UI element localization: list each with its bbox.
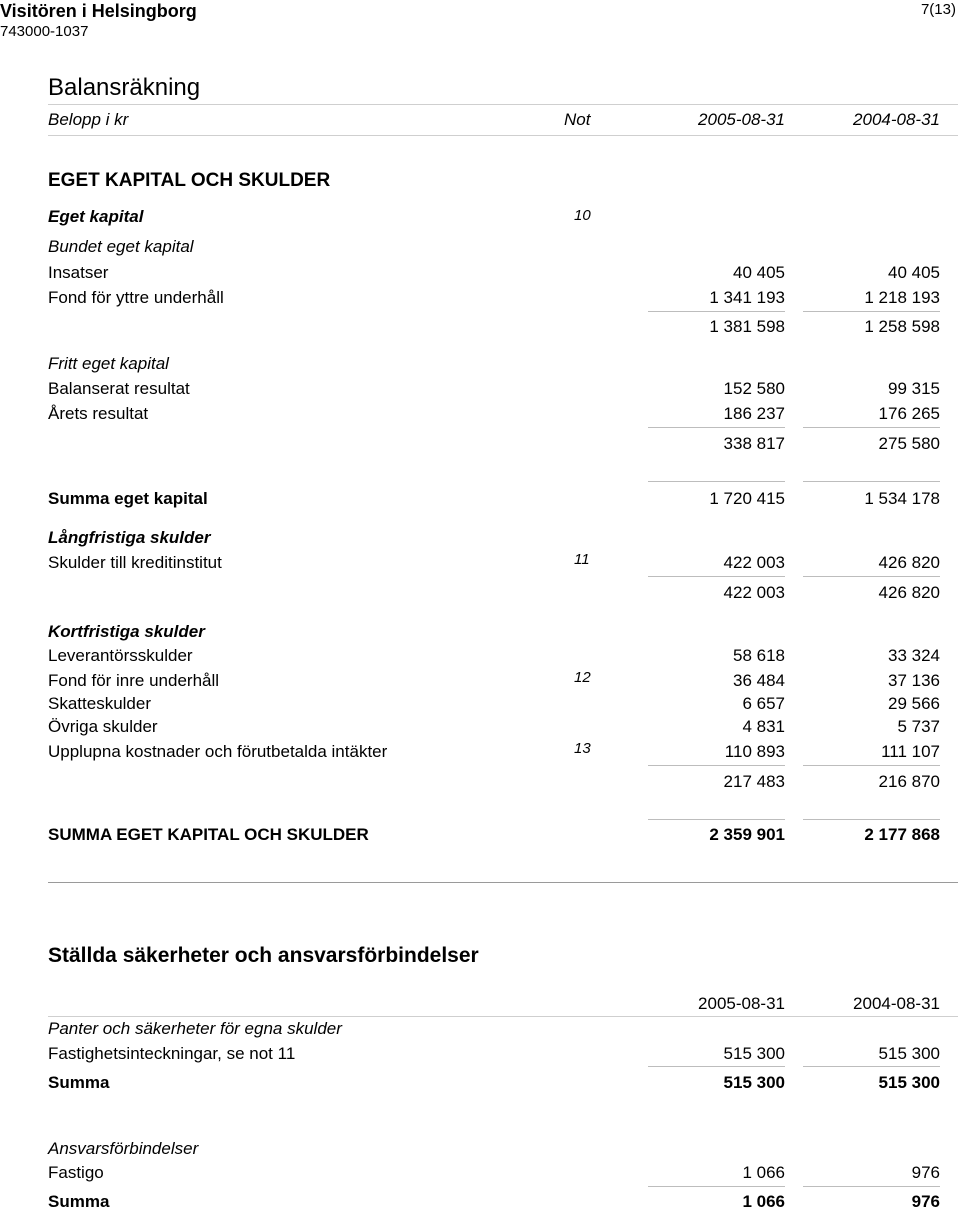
- subtotal-rule: [803, 1066, 940, 1067]
- subtotal-2004: 216 870: [878, 772, 940, 791]
- subtotal-rule: [803, 427, 940, 428]
- row-label: Leverantörsskulder: [48, 646, 193, 665]
- subtotal-rule: [648, 1066, 785, 1067]
- pledged-column-2005: 2005-08-31: [698, 994, 785, 1013]
- value-2005: 58 618: [733, 646, 785, 665]
- summa-eget-2004: 1 534 178: [864, 489, 940, 508]
- value-2005: 1 341 193: [709, 288, 785, 307]
- ansvar-summa-label: Summa: [48, 1192, 110, 1211]
- row-label: Insatser: [48, 263, 109, 282]
- total-rule: [803, 481, 940, 482]
- subtotal-2005: 1 381 598: [709, 317, 785, 336]
- ansvar-summa-2004: 976: [911, 1192, 940, 1211]
- value-2004: 5 737: [897, 717, 940, 736]
- value-2004: 99 315: [888, 379, 940, 398]
- value-2005: 422 003: [723, 553, 785, 572]
- note-ref: 11: [574, 551, 590, 568]
- header-rule: [48, 135, 958, 136]
- subtotal-2004: 1 258 598: [864, 317, 940, 336]
- value-2005: 4 831: [742, 717, 785, 736]
- page-number: 7(13): [920, 1, 956, 18]
- summa-eget-2005: 1 720 415: [709, 489, 785, 508]
- company-name: Visitören i Helsingborg: [0, 1, 197, 21]
- total-rule: [648, 819, 785, 820]
- page-title: Balansräkning: [48, 74, 201, 101]
- total-label: SUMMA EGET KAPITAL OCH SKULDER: [48, 825, 369, 844]
- pledged-title: Ställda säkerheter och ansvarsförbindelser: [48, 944, 479, 967]
- panter-summa-label: Summa: [48, 1073, 110, 1092]
- ansvar-summa-2005: 1 066: [742, 1192, 785, 1211]
- value-2004: 29 566: [888, 694, 940, 713]
- total-rule: [648, 481, 785, 482]
- value-2004: 40 405: [888, 263, 940, 282]
- value-2005: 186 237: [723, 404, 785, 423]
- subtotal-2004: 426 820: [878, 583, 940, 602]
- value-2004: 426 820: [878, 553, 940, 572]
- total-rule: [803, 819, 940, 820]
- subtotal-2005: 338 817: [723, 434, 785, 453]
- row-label: Skulder till kreditinstitut: [48, 553, 222, 572]
- subtotal-rule: [648, 765, 785, 766]
- row-label: Upplupna kostnader och förutbetalda intäkter: [48, 742, 388, 761]
- row-label: Fastigo: [48, 1163, 104, 1182]
- value-2004: 176 265: [878, 404, 940, 423]
- value-2005: 515 300: [723, 1044, 785, 1063]
- total-2005: 2 359 901: [709, 825, 785, 844]
- total-2004: 2 177 868: [864, 825, 940, 844]
- value-2004: 1 218 193: [864, 288, 940, 307]
- column-note: Not: [564, 110, 591, 129]
- note-ref: 13: [574, 740, 591, 757]
- subtotal-rule: [648, 427, 785, 428]
- subtotal-2004: 275 580: [878, 434, 940, 453]
- row-label: Fond för inre underhåll: [48, 671, 220, 690]
- value-2004: 976: [911, 1163, 940, 1182]
- value-2004: 33 324: [888, 646, 940, 665]
- column-label: Belopp i kr: [48, 110, 129, 129]
- row-label: Skatteskulder: [48, 694, 151, 713]
- value-2004: 37 136: [888, 671, 940, 690]
- pledged-header-rule: [48, 1016, 958, 1017]
- org-number: 743000-1037: [0, 23, 89, 40]
- note-ref: 10: [574, 207, 591, 224]
- column-2004: 2004-08-31: [853, 110, 940, 129]
- section-divider: [48, 882, 958, 883]
- panter-summa-2005: 515 300: [723, 1073, 785, 1092]
- langfristiga-heading: Långfristiga skulder: [48, 528, 211, 547]
- subtotal-rule: [803, 1186, 940, 1187]
- bundet-heading: Bundet eget kapital: [48, 237, 194, 256]
- row-label: Fond för yttre underhåll: [48, 288, 224, 307]
- row-label: Årets resultat: [48, 404, 149, 423]
- panter-summa-2004: 515 300: [878, 1073, 940, 1092]
- subtotal-2005: 217 483: [723, 772, 785, 791]
- value-2005: 36 484: [733, 671, 785, 690]
- value-2005: 110 893: [724, 742, 785, 761]
- title-rule: [48, 104, 958, 105]
- eget-kapital-heading: Eget kapital: [48, 207, 144, 226]
- subtotal-rule: [648, 576, 785, 577]
- pledged-column-2004: 2004-08-31: [853, 994, 940, 1013]
- value-2004: 515 300: [878, 1044, 940, 1063]
- summa-eget-label: Summa eget kapital: [48, 489, 208, 508]
- subtotal-rule: [803, 576, 940, 577]
- value-2004: 111 107: [881, 742, 940, 761]
- value-2005: 1 066: [742, 1163, 785, 1182]
- value-2005: 152 580: [723, 379, 785, 398]
- row-label: Balanserat resultat: [48, 379, 190, 398]
- subtotal-rule: [803, 311, 940, 312]
- fritt-heading: Fritt eget kapital: [48, 354, 169, 373]
- section-title: EGET KAPITAL OCH SKULDER: [48, 170, 331, 191]
- subtotal-2005: 422 003: [723, 583, 785, 602]
- value-2005: 6 657: [742, 694, 785, 713]
- note-ref: 12: [574, 669, 591, 686]
- row-label: Fastighetsinteckningar, se not 11: [48, 1044, 296, 1063]
- subtotal-rule: [648, 311, 785, 312]
- kortfristiga-heading: Kortfristiga skulder: [48, 622, 205, 641]
- ansvar-heading: Ansvarsförbindelser: [48, 1139, 199, 1158]
- subtotal-rule: [648, 1186, 785, 1187]
- row-label: Övriga skulder: [48, 717, 158, 736]
- column-2005: 2005-08-31: [698, 110, 785, 129]
- value-2005: 40 405: [733, 263, 785, 282]
- panter-heading: Panter och säkerheter för egna skulder: [48, 1019, 342, 1038]
- subtotal-rule: [803, 765, 940, 766]
